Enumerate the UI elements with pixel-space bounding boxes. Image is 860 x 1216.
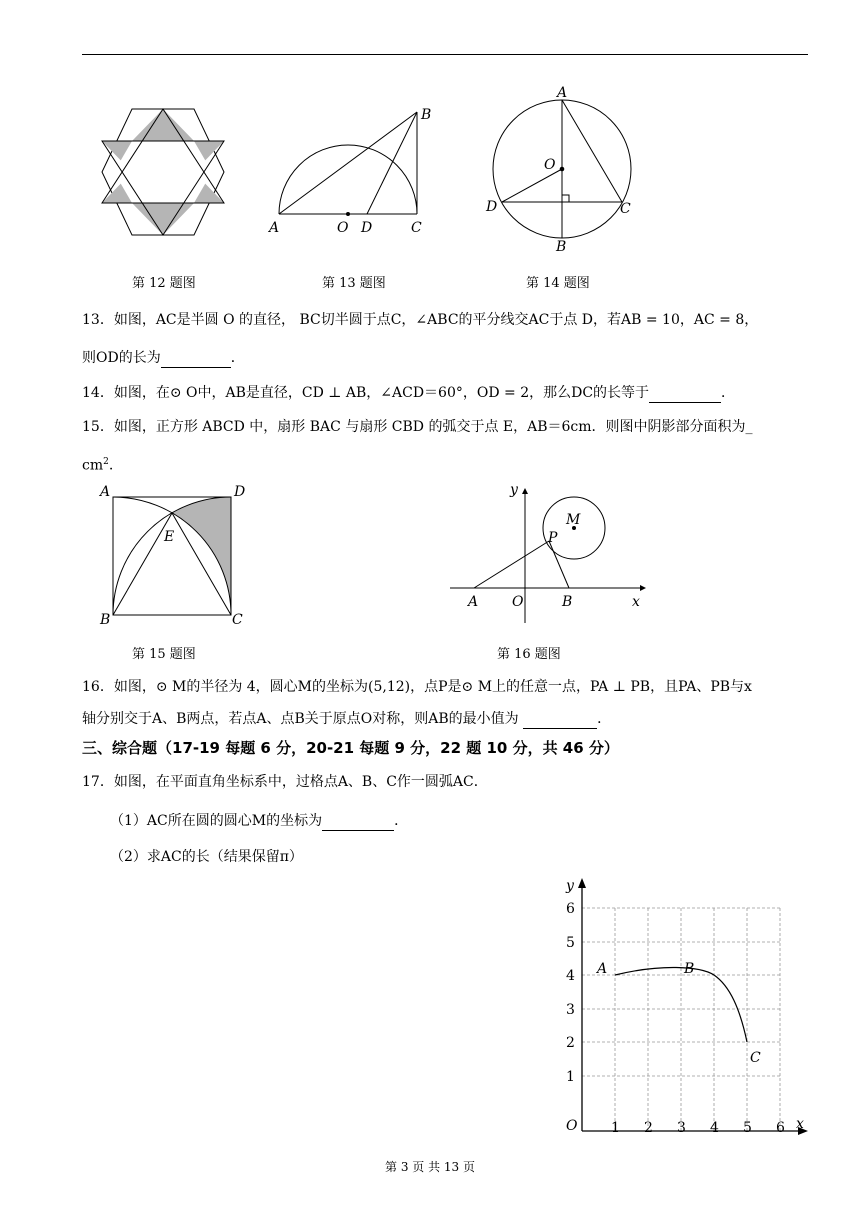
q17-sub1: （1）AC所在圆的圆心M的坐标为 ． [110,813,409,829]
q17-sub2: （2）求AC的长（结果保留π） [110,849,303,865]
label-C: C [750,1050,761,1066]
label-x: x [796,1116,804,1132]
page-footer: 第 3 页 共 13 页 [385,1160,475,1174]
q13-line1: 13．如图，AC是半圆 O 的直径， BC切半圆于点C，∠ABC的平分线交AC于点 D，若AB = 10，AC = 8， [82,312,759,328]
ytick-2: 2 [566,1035,575,1051]
figure-13 [265,100,445,240]
ytick-6: 6 [566,901,575,917]
q13-line2: 则OD的长为 ． [82,350,245,366]
label-B: B [684,961,695,977]
label-A: A [597,961,608,977]
xtick-6: 6 [776,1120,785,1136]
figure-16 [444,478,654,630]
figure-15 [96,478,256,630]
xtick-1: 1 [611,1120,620,1136]
q14-line: 14．如图，在⊙ O中，AB是直径，CD ⊥ AB，∠ACD＝60°，OD = 2，那么DC的长等于 ． [82,385,736,401]
label-A: A [557,85,568,101]
label-B: B [421,107,432,123]
label-O: O [566,1118,578,1134]
label-A: A [100,484,111,500]
label-A: A [468,594,479,610]
ytick-5: 5 [566,935,575,951]
xtick-3: 3 [677,1120,686,1136]
label-C: C [232,612,243,628]
label-O: O [544,157,556,173]
section-3-heading: 三、综合题（17-19 每题 6 分，20-21 每题 9 分，22 题 10 分，共 46 分） [82,739,619,757]
caption-13: 第 13 题图 [322,276,386,291]
ytick-3: 3 [566,1002,575,1018]
xtick-5: 5 [743,1120,752,1136]
label-B: B [562,594,573,610]
figure-14 [482,82,642,254]
label-A: A [269,220,280,236]
label-y: y [510,482,518,498]
caption-14: 第 14 题图 [526,276,590,291]
q16-line1: 16．如图，⊙ M的半径为 4，圆心M的坐标为(5,12)，点P是⊙ M上的任意一点，PA ⊥ PB，且PA、PB与x [82,679,752,695]
figure-17 [560,874,815,1136]
label-E: E [164,529,175,545]
label-B: B [556,239,567,254]
label-D: D [486,199,498,215]
label-O: O [337,220,349,236]
caption-12: 第 12 题图 [132,276,196,291]
label-C: C [620,201,631,217]
q15-line2: $cm^2$. [82,457,114,474]
label-P: P [548,530,558,546]
header-rule [82,54,808,55]
q16-line2: 轴分别交于A、B两点，若点A、点B关于原点O对称，则AB的最小值为 ． [82,711,612,727]
label-D: D [361,220,373,236]
ytick-1: 1 [566,1069,575,1085]
caption-15: 第 15 题图 [132,647,196,662]
label-O: O [512,594,524,610]
label-x: x [632,594,640,610]
label-D: D [234,484,246,500]
xtick-2: 2 [644,1120,653,1136]
figure-12 [98,106,228,238]
xtick-4: 4 [710,1120,719,1136]
label-y: y [566,878,574,894]
q15-line1: 15．如图，正方形 ABCD 中，扇形 BAC 与扇形 CBD 的弧交于点 E，AB＝6cm．则图中阴影部分面积为_ [82,419,753,435]
caption-16: 第 16 题图 [497,647,561,662]
label-B: B [100,612,111,628]
q17-intro: 17．如图，在平面直角坐标系中，过格点A、B、C作一圆弧AC． [82,774,488,790]
label-M: M [566,512,581,528]
label-C: C [411,220,422,236]
ytick-4: 4 [566,968,575,984]
